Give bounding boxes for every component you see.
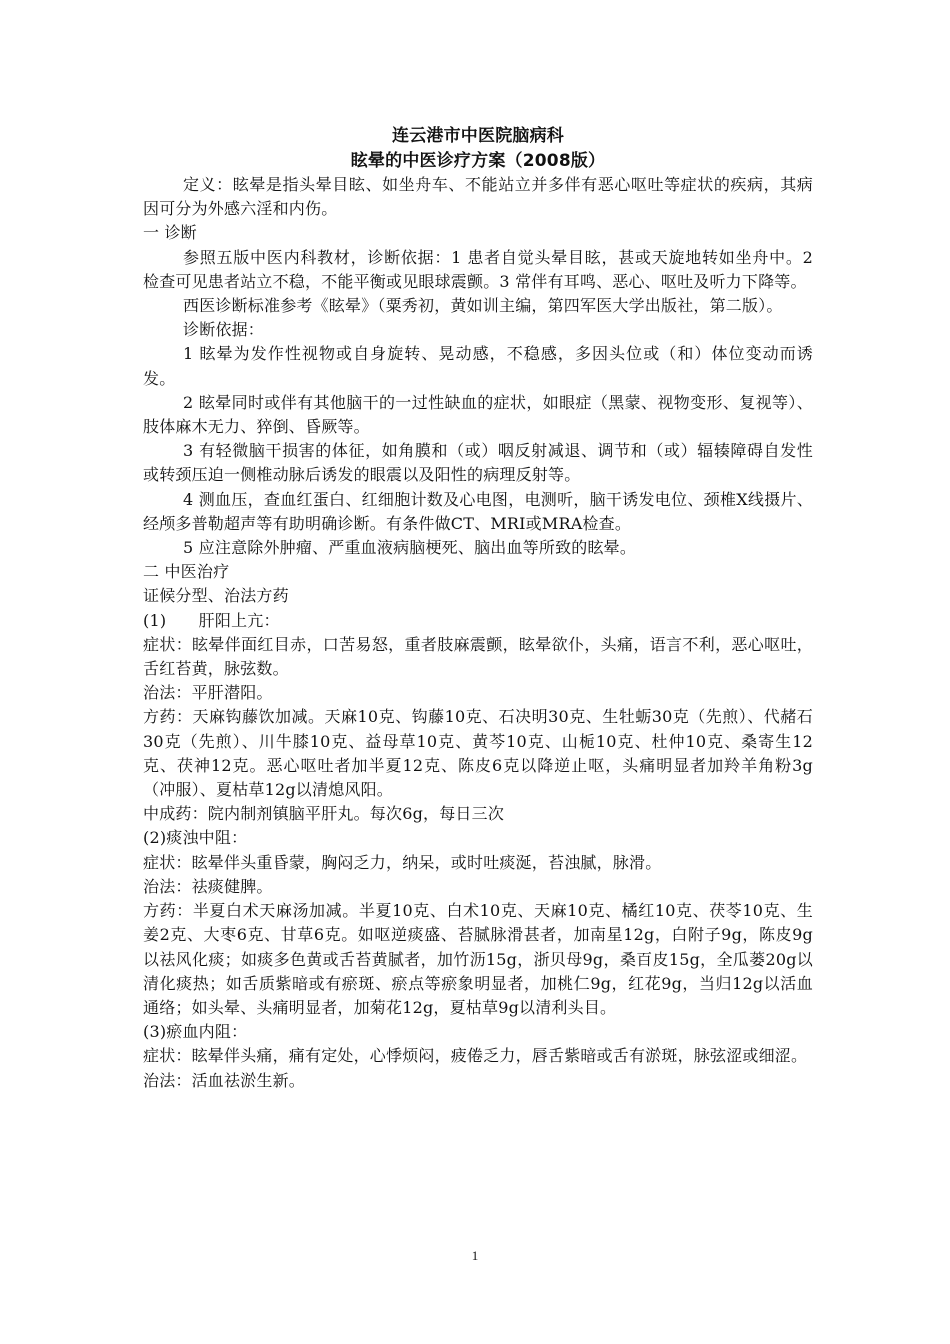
paragraph: 中成药：院内制剂镇脑平肝丸。每次6g，每日三次 (143, 804, 505, 824)
paragraph: 西医诊断标准参考《眩晕》（粟秀初，黄如训主编，第四军医大学出版社，第二版）。 (183, 296, 783, 316)
title-line-1: 连云港市中医院脑病科 (392, 126, 564, 146)
paragraph: (1) 肝阳上亢： (143, 610, 280, 630)
paragraph: 二 中医治疗 (143, 562, 230, 582)
paragraph: 症状：眩晕伴头重昏蒙，胸闷乏力，纳呆，或时吐痰涎，苔浊腻，脉滑。 (143, 852, 662, 872)
paragraph: 3 有轻微脑干损害的体征，如角膜和（或）咽反射减退、调节和（或）辐辏障碍自发性或转颈压迫一侧椎动脉后诱发的眼震以及阳性的病理反射等。 (143, 441, 813, 485)
paragraph: 治法：平肝潜阳。 (143, 683, 273, 703)
document-body (143, 124, 813, 1093)
paragraph: 治法：活血祛淤生新。 (143, 1070, 306, 1090)
paragraph: 参照五版中医内科教材，诊断依据：1 患者自觉头晕目眩，甚或天旋地转如坐舟中。2 检查可见患者站立不稳，不能平衡或见眼球震颤。3 常伴有耳鸣、恶心、呕吐及听力下降等。 (143, 247, 813, 291)
paragraph: 证候分型、治法方药 (143, 586, 289, 606)
paragraph: 一 诊断 (143, 223, 197, 243)
paragraph: 4 测血压，查血红蛋白、红细胞计数及心电图，电测听，脑干诱发电位、颈椎X线摄片、经颅多普勒超声等有助明确诊断。有条件做CT、MRI或MRA检查。 (143, 489, 813, 533)
title-line-2: 眩晕的中医诊疗方案（2008版） (350, 150, 606, 171)
paragraph: 症状：眩晕伴头痛，痛有定处，心悸烦闷，疲倦乏力，唇舌紫暗或舌有淤斑，脉弦涩或细涩。 (143, 1046, 808, 1066)
page-number: 1 (471, 1248, 479, 1263)
paragraph: 定义：眩晕是指头晕目眩、如坐舟车、不能站立并多伴有恶心呕吐等症状的疾病，其病因可分为外感六淫和内伤。 (143, 175, 813, 219)
paragraph: 治法：祛痰健脾。 (143, 876, 273, 896)
paragraph: 诊断依据： (183, 320, 265, 340)
paragraph: 方药：天麻钩藤饮加减。天麻10克、钩藤10克、石决明30克、生牡蛎30克（先煎）、代赭石30克（先煎）、川牛膝10克、益母草10克、黄芩10克、山栀10克、杜仲10克、桑寄生12克、茯神12克。恶心呕吐者加半夏12克、陈皮6克以降逆止呕，头痛明显者加羚羊角粉3g（冲服）、夏枯草12g以清熄风阳。 (143, 707, 813, 800)
paragraph: 5 应注意除外肿瘤、严重血液病脑梗死、脑出血等所致的眩晕。 (183, 538, 637, 558)
paragraph: 2 眩晕同时或伴有其他脑干的一过性缺血的症状，如眼症（黑蒙、视物变形、复视等）、肢体麻木无力、猝倒、昏厥等。 (143, 392, 813, 437)
paragraph: 症状：眩晕伴面红目赤，口苦易怒，重者肢麻震颤，眩晕欲仆，头痛，语言不利，恶心呕吐，舌红苔黄，脉弦数。 (143, 634, 813, 679)
paragraph-list (143, 173, 813, 1093)
paragraph: (2)痰浊中阻： (143, 828, 248, 848)
paragraph: 1 眩晕为发作性视物或自身旋转、晃动感，不稳感，多因头位或（和）体位变动而诱发。 (143, 344, 813, 388)
paragraph: 方药：半夏白术天麻汤加减。半夏10克、白术10克、天麻10克、橘红10克、茯苓10克、生姜2克、大枣6克、甘草6克。如呕逆痰盛、苔腻脉滑甚者，加南星12g，白附子9g，陈皮9g以祛风化痰；如痰多色黄或舌苔黄腻者，加竹沥15g，浙贝母9g，桑百皮15g，全瓜蒌20g以清化痰热；如舌质紫暗或有瘀斑、瘀点等瘀象明显者，加桃仁9g，红花9g，当归12g以活血通络；如头晕、头痛明显者，加菊花12g，夏枯草9g以清利头目。 (143, 901, 813, 1017)
paragraph: (3)瘀血内阻： (143, 1022, 248, 1042)
